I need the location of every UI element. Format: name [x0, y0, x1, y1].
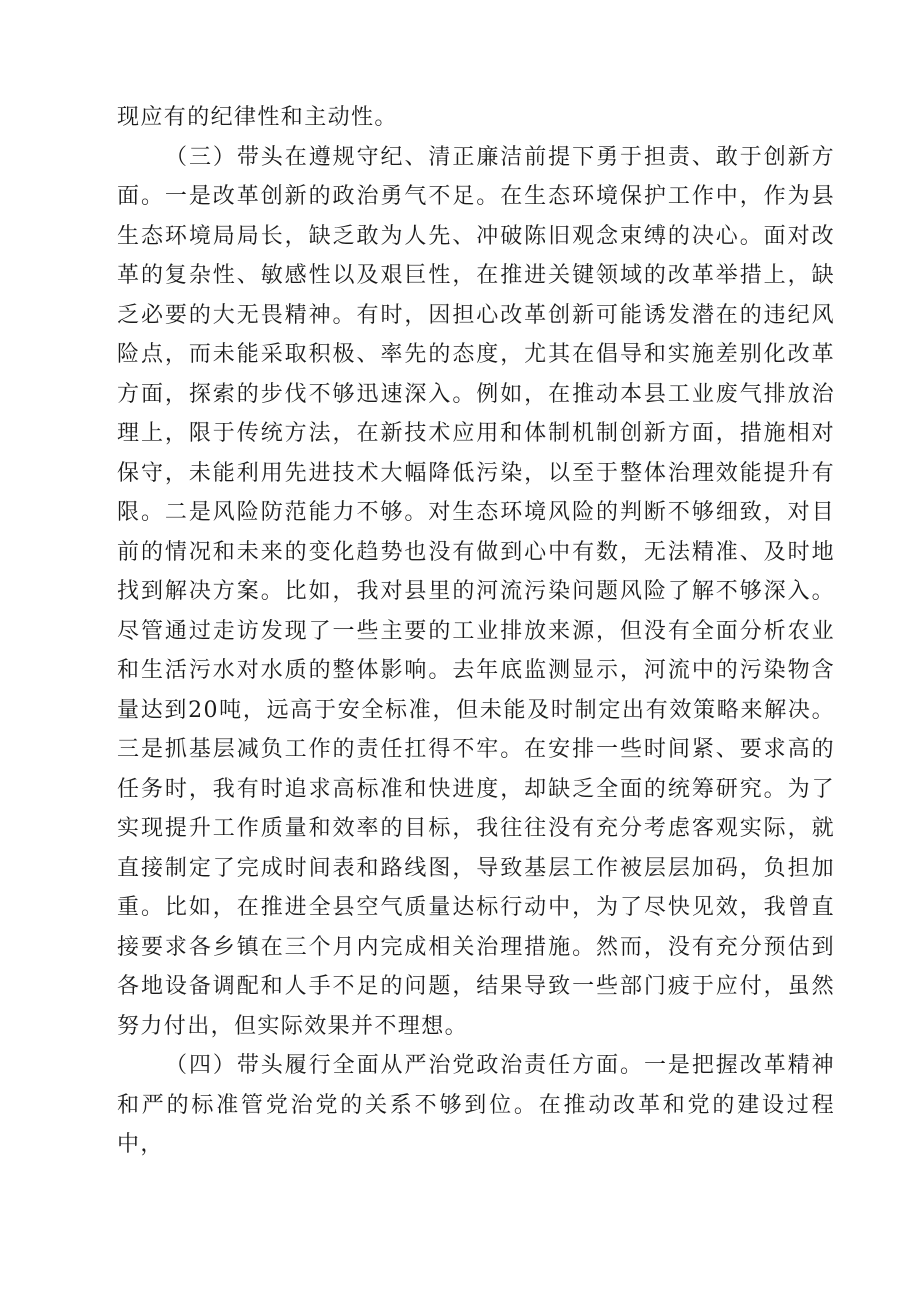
paragraph-section-four: （四）带头履行全面从严治党政治责任方面。一是把握改革精神和严的标准管党治党的关系不够到位。在推动改革和党的建设过程中，: [117, 1053, 835, 1157]
paragraph-continuation: 现应有的纪律性和主动性。: [117, 105, 398, 130]
paragraph-section-three: （三）带头在遵规守纪、清正廉洁前提下勇于担责、敢于创新方面。一是改革创新的政治勇气不足。在生态环境保护工作中，作为县生态环境局局长，缺乏敢为人先、冲破陈旧观念束缚的决心。面对改革的复杂性、敏感性以及艰巨性，在推进关键领域的改革举措上，缺乏必要的大无畏精神。有时，因担心改革创新可能诱发潜在的违纪风险点，而未能采取积极、率先的态度，尤其在倡导和实施差别化改革方面，探索的步伐不够迅速深入。例如，在推动本县工业废气排放治理上，限于传统方法，在新技术应用和体制机制创新方面，措施相对保守，未能利用先进技术大幅降低污染，以至于整体治理效能提升有限。二是风险防范能力不够。对生态环境风险的判断不够细致，对目前的情况和未来的变化趋势也没有做到心中有数，无法精准、及时地找到解决方案。比如，我对县里的河流污染问题风险了解不够深入。尽管通过走访发现了一些主要的工业排放来源，但没有全面分析农业和生活污水对水质的整体影响。去年底监测显示，河流中的污染物含量达到20吨，远高于安全标准，但未能及时制定出有效策略来解决。三是抓基层减负工作的责任扛得不牢。在安排一些时间紧、要求高的任务时，我有时追求高标准和快进度，却缺乏全面的统筹研究。为了实现提升工作质量和效率的目标，我往往没有充分考虑客观实际，就直接制定了完成时间表和路线图，导致基层工作被层层加码，负担加重。比如，在推进全县空气质量达标行动中，为了尽快见效，我曾直接要求各乡镇在三个月内完成相关治理措施。然而，没有充分预估到各地设备调配和人手不足的问题，结果导致一些部门疲于应付，虽然努力付出，但实际效果并不理想。: [117, 144, 835, 1039]
document-body: [117, 98, 835, 1165]
